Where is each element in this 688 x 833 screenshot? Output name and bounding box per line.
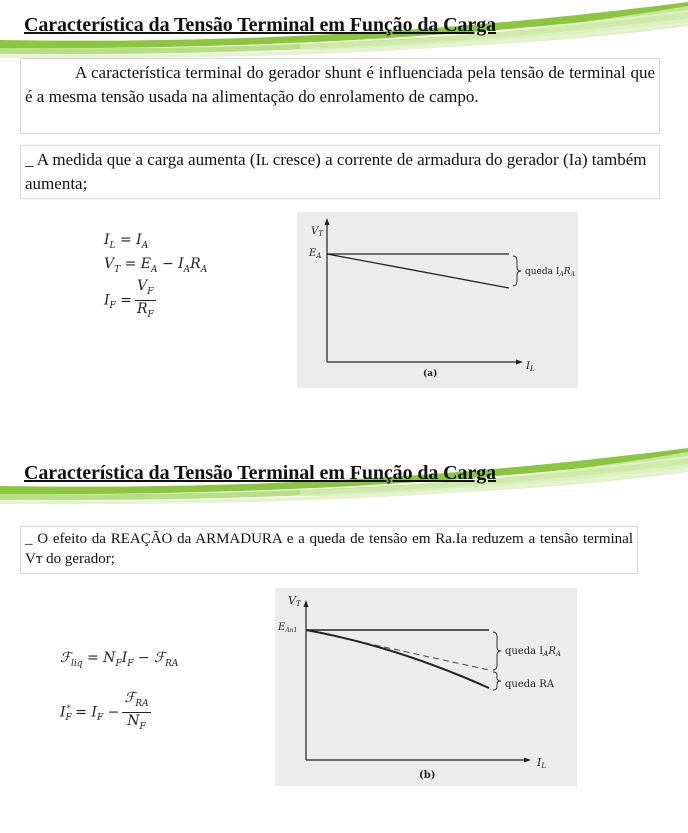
x-axis-subscript: L [541,762,547,770]
drop-brace-ia-ra [493,632,501,670]
svg-text:queda IARA: queda $I_AR_A$ [525,267,575,278]
drop-brace [513,256,521,286]
equation-if: $I_F$ = $\frac{V_F}{R_F}$ [104,278,154,320]
y-axis-arrow [304,600,309,607]
x-axis-label: I [537,756,542,769]
ea-label: E [309,248,317,259]
intro-text-box [20,58,660,134]
x-axis-arrow [516,360,523,365]
drop-label: queda I [525,267,560,277]
slide-1 [0,0,688,392]
x-axis-label: I [526,361,530,372]
svg-text:queda IARA: queda $I_AR_A$ [505,646,561,658]
y-axis-subscript: T [318,230,323,238]
vt-line [327,254,509,288]
graph-caption: (a) [423,369,438,379]
y-axis-label: V [311,226,319,237]
load-paragraph: _ A medida que a carga aumenta (Iʟ cresce) a corrente de armadura do gerador (Ia) também aumenta; [25,150,647,193]
drop-brace-ra [493,672,501,690]
graph-caption: (b) [419,770,436,781]
y-axis-arrow [325,218,330,225]
svg-text:VT [288,594,302,608]
equation-vt: $V_T = E_A - I_AR_A$ [104,256,208,275]
svg-text:IL [525,361,535,373]
x-axis-arrow [524,758,531,763]
svg-text:EAn1 [277,622,297,634]
svg-text:VT [311,226,324,238]
y-axis-subscript: T [295,600,301,608]
terminal-characteristic-graph-a [297,212,578,388]
ea-label: E [278,622,286,633]
slide-gap [0,392,688,440]
slide-2 [0,440,688,833]
vt-curve [306,630,489,688]
load-text-box [20,145,660,199]
drop-ra-label: queda RA [505,679,555,690]
y-axis-label: V [288,594,296,607]
svg-text:EA [308,248,321,260]
drop-ia-ra-label: queda I [505,646,544,657]
equation-il-ia: $I_L = I_A$ [104,232,149,251]
slide-title: Característica da Tensão Terminal em Função da Carga [24,462,497,484]
equation-f-liq: ℱ$_{liq}$ = $N_FI_F$ − ℱ$_{RA}$ [60,650,179,669]
armature-reaction-text-box [20,526,638,574]
slide-title: Característica da Tensão Terminal em Função da Carga [24,14,497,36]
intro-paragraph: A característica terminal do gerador shunt é influenciada pela tensão de terminal que é a mesma tensão usada na alimentação do enrolamento de campo. [25,63,655,106]
ea-subscript: An1 [285,627,298,634]
terminal-characteristic-graph-b [275,588,577,786]
ea-subscript: A [316,252,322,260]
armature-reaction-paragraph: _ O efeito da REAÇÃO da ARMADURA e a queda de tensão em Ra.Ia reduzem a tensão terminal Vᴛ do gerador; [25,531,633,567]
svg-text:IL [536,756,546,770]
x-axis-subscript: L [529,365,535,373]
equation-if-star: $I_F^* = I_F$ − $\frac{ℱ_{RA}}{N_F}$ [60,690,149,732]
